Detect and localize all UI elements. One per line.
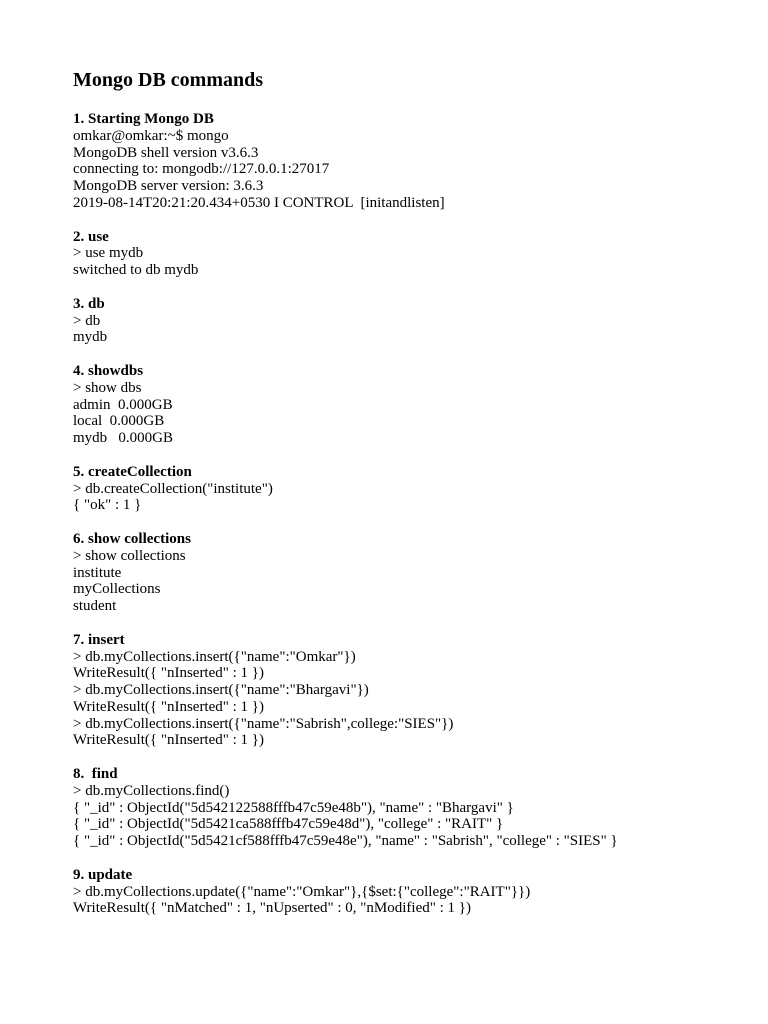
section-line: 2019-08-14T20:21:20.434+0530 I CONTROL [initandlisten] [73,194,445,211]
document-page [73,68,748,934]
section-line: WriteResult({ "nInserted" : 1 }) [73,698,264,715]
section-line: > db.myCollections.update({"name":"Omkar"},{$set:{"college":"RAIT"}}) [73,883,531,900]
section-line: mydb [73,329,108,346]
section-4 [73,363,748,447]
section-line: connecting to: mongodb://127.0.0.1:27017 [73,161,330,178]
section-line: > db.myCollections.insert({"name":"Bhargavi"}) [73,682,369,699]
section-line: mydb 0.000GB [73,430,174,447]
section-line: student [73,598,117,615]
section-line: WriteResult({ "nInserted" : 1 }) [73,732,264,749]
section-heading: 4. showdbs [73,362,144,379]
section-line: > use mydb [73,245,144,262]
section-heading: 9. update [73,866,133,883]
section-7 [73,632,748,750]
section-heading: 5. createCollection [73,463,192,480]
section-line: > db.myCollections.insert({"name":"Omkar"}) [73,648,356,665]
section-line: WriteResult({ "nMatched" : 1, "nUpserted" : 0, "nModified" : 1 }) [73,900,471,917]
section-line: MongoDB shell version v3.6.3 [73,144,259,161]
section-5 [73,464,748,514]
section-line: { "_id" : ObjectId("5d5421ca588fffb47c59e48d"), "college" : "RAIT" } [73,816,504,833]
section-heading: 2. use [73,228,109,245]
section-line: > show dbs [73,379,142,396]
sections-container [73,111,748,917]
section-heading: 3. db [73,295,105,312]
section-6 [73,531,748,615]
section-line: myCollections [73,581,161,598]
section-line: > db.createCollection("institute") [73,480,273,497]
section-line: institute [73,564,122,581]
section-line: { "_id" : ObjectId("5d542122588fffb47c59e48b"), "name" : "Bhargavi" } [73,799,514,816]
section-heading: 6. show collections [73,530,191,547]
section-line: switched to db mydb [73,262,199,279]
section-line: { "_id" : ObjectId("5d5421cf588fffb47c59e48e"), "name" : "Sabrish", "college" : "SIES" } [73,833,618,850]
document-title: Mongo DB commands [73,69,264,91]
section-line: { "ok" : 1 } [73,497,142,514]
section-heading: 7. insert [73,631,125,648]
section-2 [73,229,748,279]
section-line: local 0.000GB [73,413,165,430]
section-line: > show collections [73,547,186,564]
section-line: > db.myCollections.find() [73,782,230,799]
section-line: WriteResult({ "nInserted" : 1 }) [73,665,264,682]
section-8 [73,766,748,850]
section-1 [73,111,748,212]
section-line: > db [73,312,101,329]
section-line: MongoDB server version: 3.6.3 [73,178,264,195]
section-heading: 1. Starting Mongo DB [73,111,214,127]
section-line: omkar@omkar:~$ mongo [73,127,229,144]
section-3 [73,296,748,346]
section-line: admin 0.000GB [73,396,173,413]
section-heading: 8. find [73,766,118,783]
section-line: > db.myCollections.insert({"name":"Sabrish",college:"SIES"}) [73,715,454,732]
section-9 [73,867,748,917]
